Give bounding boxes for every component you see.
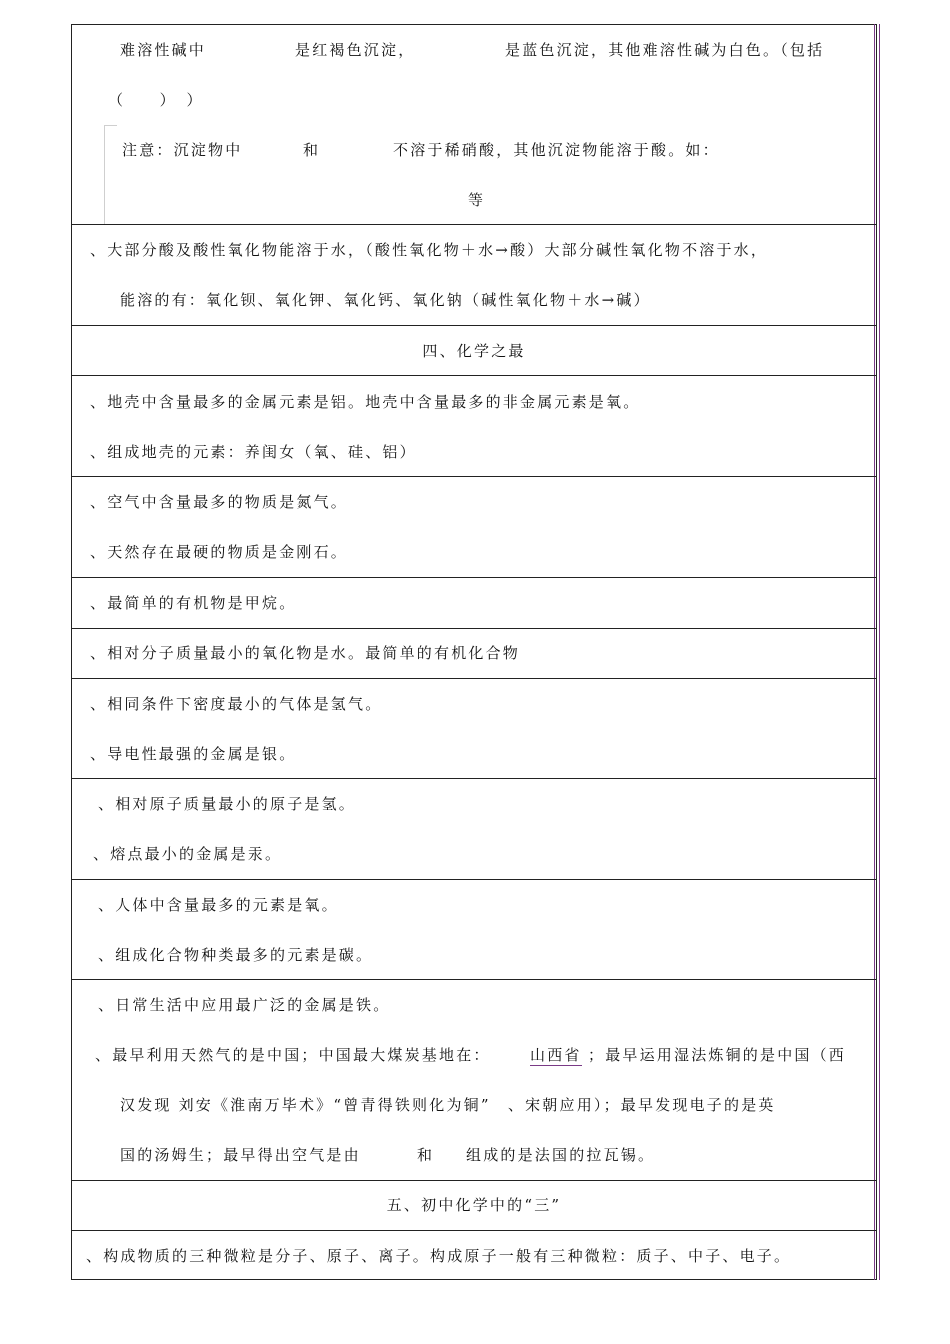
- row-divider: [71, 778, 877, 779]
- acid-oxide-line: 、大部分酸及酸性氧化物能溶于水，（酸性氧化物＋水→酸）大部分碱性氧化物不溶于水，: [90, 241, 769, 259]
- fact-item: 、日常生活中应用最广泛的金属是铁。: [98, 996, 391, 1014]
- fact-item-earliest-c: ；最早运用湿法炼铜的是中国（西: [588, 1046, 847, 1064]
- fact-item-earliest-a: 、最早利用天然气的是中国；中国最大煤炭基地在：: [95, 1046, 491, 1064]
- fact-item: 、导电性最强的金属是银。: [90, 745, 297, 763]
- insoluble-base-paren: （ ） ）: [108, 91, 204, 109]
- row-divider: [71, 879, 877, 880]
- fact-item: 、相对原子质量最小的原子是氢。: [98, 795, 357, 813]
- fact-item: 、相同条件下密度最小的气体是氢气。: [90, 695, 383, 713]
- fact-item: 、组成地壳的元素：养闺女（氧、硅、铝）: [90, 443, 417, 461]
- fact-item-air-a: 国的汤姆生；最早得出空气是由: [120, 1146, 361, 1164]
- fact-item-air-c: 组成的是法国的拉瓦锡。: [466, 1146, 656, 1164]
- fact-item: 、天然存在最硬的物质是金刚石。: [90, 543, 349, 561]
- row-divider: [71, 325, 877, 326]
- note-line-a: 注意：沉淀物中: [122, 141, 243, 159]
- fact-item-earliest-cont: 汉发现 刘安《淮南万毕术》“曾青得铁则化为铜” 、宋朝应用）；最早发现电子的是英: [120, 1096, 776, 1114]
- section-title-threes: 五、初中化学中的“三”: [386, 1196, 562, 1214]
- underlined-place-name: 山西省: [530, 1046, 582, 1064]
- fact-item: 、熔点最小的金属是汞。: [93, 845, 283, 863]
- row-divider: [71, 979, 877, 980]
- note-etc: 等: [468, 191, 486, 209]
- row-divider: [71, 375, 877, 376]
- note-line-c: 不溶于稀硝酸，其他沉淀物能溶于酸。如：: [393, 141, 720, 159]
- fact-item: 、空气中含量最多的物质是氮气。: [90, 493, 349, 511]
- row-divider: [71, 476, 877, 477]
- row-divider: [71, 628, 877, 629]
- row-divider: [71, 577, 877, 578]
- fact-item: 、人体中含量最多的元素是氧。: [98, 896, 339, 914]
- fact-item: 、最简单的有机物是甲烷。: [90, 594, 297, 612]
- insoluble-base-line-c: 是蓝色沉淀，其他难溶性碱为白色。（包括: [505, 41, 825, 59]
- fact-item-air-b: 和: [417, 1146, 435, 1164]
- fact-item: 、相对分子质量最小的氧化物是水。最简单的有机化合物: [90, 644, 521, 662]
- row-divider: [71, 1180, 877, 1181]
- insoluble-base-line-a: 难溶性碱中: [120, 41, 207, 59]
- fact-item: 、组成化合物种类最多的元素是碳。: [98, 946, 374, 964]
- row-divider: [71, 1230, 877, 1231]
- right-margin-line: [874, 24, 875, 1280]
- fact-item: 、地壳中含量最多的金属元素是铝。地壳中含量最多的非金属元素是氧。: [90, 393, 641, 411]
- section-title-chemistry-superlatives: 四、化学之最: [422, 342, 526, 360]
- basic-oxide-line: 能溶的有：氧化钡、氧化钾、氧化钙、氧化钠（碱性氧化物＋水→碱）: [120, 291, 651, 309]
- right-margin-line-outer: [879, 24, 880, 1280]
- inner-cell-border: [104, 125, 117, 225]
- row-divider: [71, 224, 877, 225]
- insoluble-base-line-b: 是红褐色沉淀，: [295, 41, 416, 59]
- particle-line: 、构成物质的三种微粒是分子、原子、离子。构成原子一般有三种微粒：质子、中子、电子。: [86, 1247, 792, 1265]
- note-line-b: 和: [303, 141, 321, 159]
- row-divider: [71, 678, 877, 679]
